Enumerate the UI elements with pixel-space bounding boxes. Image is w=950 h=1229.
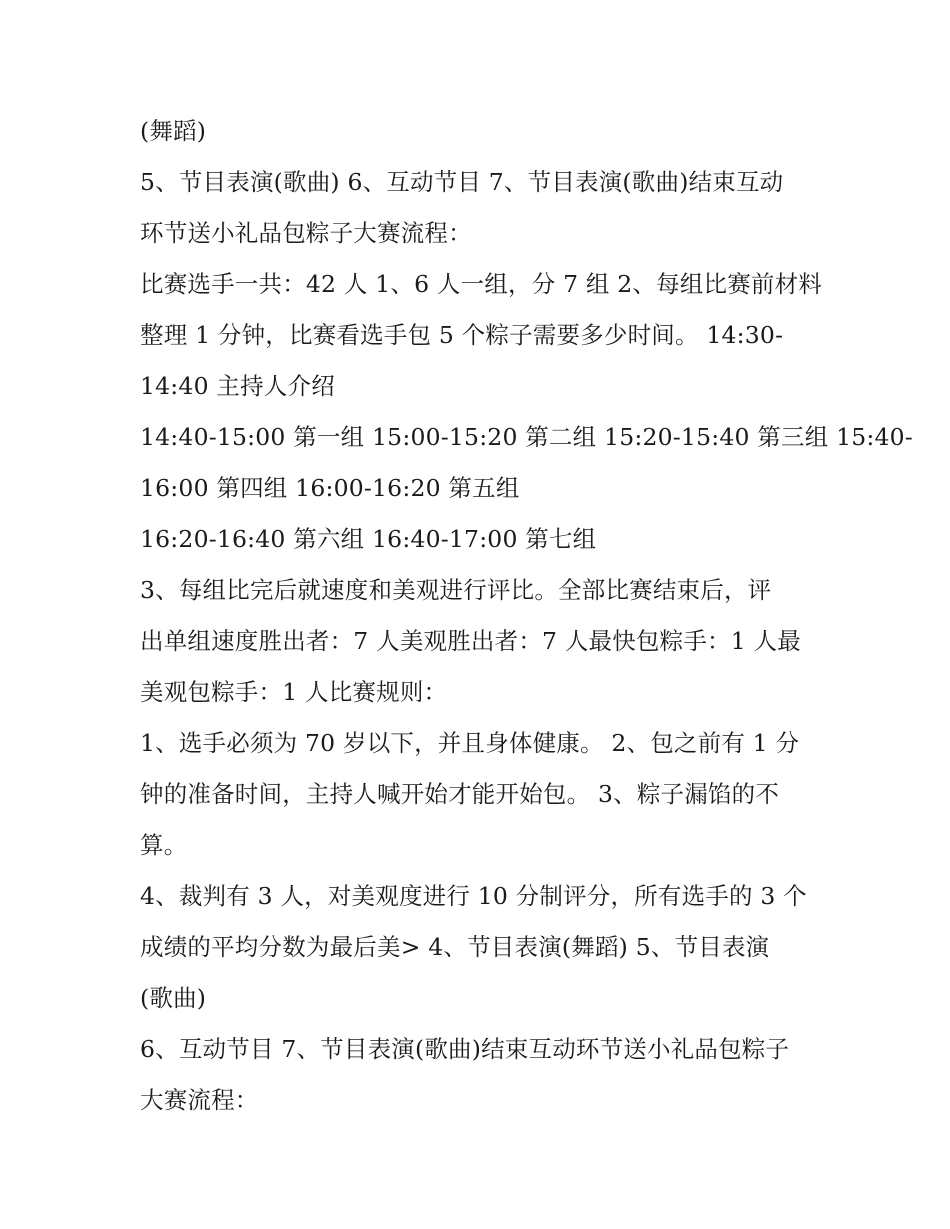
text-line: 算。 xyxy=(140,831,188,859)
text-line: (歌曲) xyxy=(140,984,207,1012)
text-line: 出单组速度胜出者：7 人美观胜出者：7 人最快包粽手：1 人最 xyxy=(140,627,801,655)
text-line: 4、裁判有 3 人，对美观度进行 10 分制评分，所有选手的 3 个 xyxy=(140,882,807,910)
text-line: 1、选手必须为 70 岁以下，并且身体健康。 2、包之前有 1 分 xyxy=(140,729,800,757)
text-line: 14:40 主持人介绍 xyxy=(140,372,335,400)
text-line: 14:40-15:00 第一组 15:00-15:20 第二组 15:20-15:40 第三组 15:40- xyxy=(140,423,913,451)
document-body xyxy=(140,106,913,1126)
text-line: 比赛选手一共：42 人 1、6 人一组，分 7 组 2、每组比赛前材料 xyxy=(140,270,823,298)
text-line: 大赛流程： xyxy=(140,1086,259,1114)
text-line: 钟的准备时间，主持人喊开始才能开始包。 3、粽子漏馅的不 xyxy=(140,780,780,808)
text-line: 16:20-16:40 第六组 16:40-17:00 第七组 xyxy=(140,525,597,553)
text-line: 整理 1 分钟，比赛看选手包 5 个粽子需要多少时间。 14:30- xyxy=(140,321,784,349)
text-line: 环节送小礼品包粽子大赛流程： xyxy=(140,219,472,247)
text-line: 6、互动节目 7、节目表演(歌曲)结束互动环节送小礼品包粽子 xyxy=(140,1035,790,1063)
text-line: (舞蹈) xyxy=(140,117,207,145)
text-line: 3、每组比完后就速度和美观进行评比。全部比赛结束后，评 xyxy=(140,576,772,604)
text-line: 16:00 第四组 16:00-16:20 第五组 xyxy=(140,474,520,502)
text-line: 美观包粽手：1 人比赛规则： xyxy=(140,678,448,706)
text-line: 成绩的平均分数为最后美> 4、节目表演(舞蹈) 5、节目表演 xyxy=(140,933,770,961)
text-line: 5、节目表演(歌曲) 6、互动节目 7、节目表演(歌曲)结束互动 xyxy=(140,168,784,196)
